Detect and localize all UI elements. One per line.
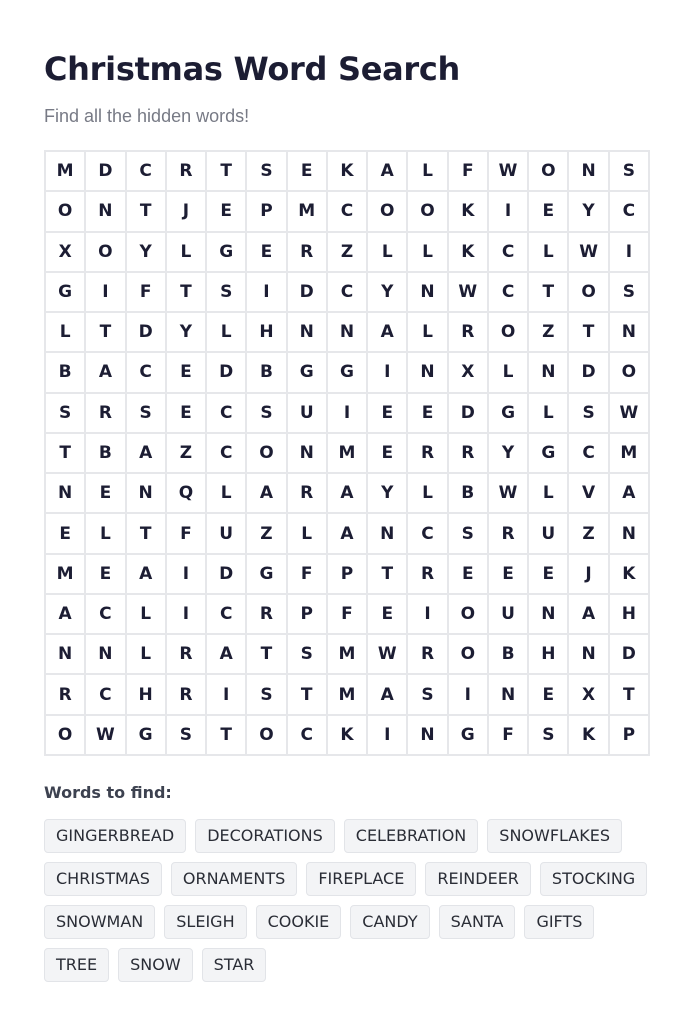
- grid-cell[interactable]: K: [610, 555, 648, 593]
- grid-cell[interactable]: K: [569, 716, 607, 754]
- grid-cell[interactable]: K: [449, 233, 487, 271]
- word-chip: GINGERBREAD: [44, 819, 186, 853]
- grid-cell[interactable]: C: [328, 192, 366, 230]
- grid-cell[interactable]: K: [328, 152, 366, 190]
- word-chip: SNOWMAN: [44, 905, 155, 939]
- grid-cell[interactable]: T: [569, 313, 607, 351]
- grid-cell[interactable]: W: [610, 394, 648, 432]
- grid-cell[interactable]: S: [167, 716, 205, 754]
- grid-cell[interactable]: P: [288, 595, 326, 633]
- grid-cell[interactable]: P: [247, 192, 285, 230]
- page-subtitle: Find all the hidden words!: [44, 106, 250, 126]
- grid-cell[interactable]: L: [207, 313, 245, 351]
- word-chip: CHRISTMAS: [44, 862, 162, 896]
- grid-cell[interactable]: H: [127, 675, 165, 713]
- word-chip: STOCKING: [540, 862, 647, 896]
- grid-cell[interactable]: G: [288, 353, 326, 391]
- grid-cell[interactable]: Y: [167, 313, 205, 351]
- grid-cell[interactable]: I: [328, 394, 366, 432]
- grid-cell[interactable]: Y: [569, 192, 607, 230]
- grid-cell[interactable]: N: [368, 514, 406, 552]
- grid-cell[interactable]: F: [449, 152, 487, 190]
- grid-cell[interactable]: H: [610, 595, 648, 633]
- grid-cell[interactable]: A: [368, 675, 406, 713]
- grid-cell[interactable]: O: [449, 635, 487, 673]
- grid-cell[interactable]: E: [368, 595, 406, 633]
- grid-cell[interactable]: C: [288, 716, 326, 754]
- grid-cell[interactable]: W: [569, 233, 607, 271]
- grid-cell[interactable]: S: [408, 675, 446, 713]
- grid-cell[interactable]: S: [529, 716, 567, 754]
- word-chip: CANDY: [350, 905, 429, 939]
- word-list-heading: Words to find:: [44, 783, 172, 802]
- grid-cell[interactable]: I: [489, 192, 527, 230]
- grid-cell[interactable]: N: [610, 313, 648, 351]
- grid-cell[interactable]: R: [247, 595, 285, 633]
- grid-cell[interactable]: N: [46, 474, 84, 512]
- word-chip: COOKIE: [256, 905, 342, 939]
- grid-cell[interactable]: F: [167, 514, 205, 552]
- grid-cell[interactable]: L: [368, 233, 406, 271]
- grid-cell[interactable]: I: [86, 273, 124, 311]
- grid-cell[interactable]: A: [127, 555, 165, 593]
- grid-cell[interactable]: P: [610, 716, 648, 754]
- grid-cell[interactable]: C: [489, 233, 527, 271]
- grid-cell[interactable]: E: [529, 555, 567, 593]
- word-chip: ORNAMENTS: [171, 862, 297, 896]
- grid-cell[interactable]: N: [569, 635, 607, 673]
- grid-cell[interactable]: B: [449, 474, 487, 512]
- grid-cell[interactable]: L: [529, 233, 567, 271]
- grid-cell[interactable]: Y: [127, 233, 165, 271]
- grid-cell[interactable]: E: [167, 394, 205, 432]
- word-chip: SNOW: [118, 948, 193, 982]
- grid-cell[interactable]: A: [328, 514, 366, 552]
- grid-cell[interactable]: A: [368, 313, 406, 351]
- grid-cell[interactable]: A: [207, 635, 245, 673]
- grid-cell[interactable]: C: [86, 675, 124, 713]
- grid-cell[interactable]: D: [288, 273, 326, 311]
- grid-cell[interactable]: K: [449, 192, 487, 230]
- grid-cell[interactable]: R: [167, 635, 205, 673]
- grid-cell[interactable]: R: [408, 635, 446, 673]
- grid-cell[interactable]: G: [127, 716, 165, 754]
- grid-cell[interactable]: E: [529, 675, 567, 713]
- grid-cell[interactable]: S: [610, 273, 648, 311]
- grid-cell[interactable]: O: [46, 192, 84, 230]
- grid-cell[interactable]: T: [529, 273, 567, 311]
- grid-cell[interactable]: S: [569, 394, 607, 432]
- grid-cell[interactable]: F: [328, 595, 366, 633]
- grid-cell[interactable]: C: [207, 434, 245, 472]
- grid-cell[interactable]: J: [167, 192, 205, 230]
- grid-cell[interactable]: E: [368, 394, 406, 432]
- grid-cell[interactable]: X: [46, 233, 84, 271]
- grid-cell[interactable]: A: [610, 474, 648, 512]
- grid-cell[interactable]: S: [288, 635, 326, 673]
- grid-cell[interactable]: G: [489, 394, 527, 432]
- grid-cell[interactable]: T: [288, 675, 326, 713]
- grid-cell[interactable]: E: [86, 555, 124, 593]
- grid-cell[interactable]: O: [489, 313, 527, 351]
- grid-cell[interactable]: C: [489, 273, 527, 311]
- grid-cell[interactable]: E: [489, 555, 527, 593]
- grid-cell[interactable]: F: [489, 716, 527, 754]
- grid-cell[interactable]: O: [46, 716, 84, 754]
- grid-cell[interactable]: T: [247, 635, 285, 673]
- grid-cell[interactable]: Z: [569, 514, 607, 552]
- grid-cell[interactable]: S: [46, 394, 84, 432]
- grid-cell[interactable]: B: [247, 353, 285, 391]
- grid-cell[interactable]: R: [167, 675, 205, 713]
- grid-cell[interactable]: W: [489, 474, 527, 512]
- grid-cell[interactable]: T: [368, 555, 406, 593]
- grid-cell[interactable]: L: [86, 514, 124, 552]
- grid-cell[interactable]: C: [207, 595, 245, 633]
- word-list: [44, 819, 650, 982]
- grid-cell[interactable]: I: [247, 273, 285, 311]
- grid-cell[interactable]: T: [610, 675, 648, 713]
- word-chip: FIREPLACE: [306, 862, 416, 896]
- grid-cell[interactable]: E: [368, 434, 406, 472]
- grid-cell[interactable]: Z: [167, 434, 205, 472]
- grid-cell[interactable]: I: [610, 233, 648, 271]
- grid-cell[interactable]: G: [247, 555, 285, 593]
- grid-cell[interactable]: B: [46, 353, 84, 391]
- grid-cell[interactable]: A: [368, 152, 406, 190]
- grid-cell[interactable]: Q: [167, 474, 205, 512]
- grid-cell[interactable]: P: [328, 555, 366, 593]
- grid-cell[interactable]: L: [127, 635, 165, 673]
- grid-cell[interactable]: T: [167, 273, 205, 311]
- grid-cell[interactable]: N: [569, 152, 607, 190]
- grid-cell[interactable]: N: [610, 514, 648, 552]
- grid-cell[interactable]: N: [328, 313, 366, 351]
- grid-cell[interactable]: I: [207, 675, 245, 713]
- grid-cell[interactable]: A: [328, 474, 366, 512]
- word-search-board: [44, 150, 650, 756]
- grid-cell[interactable]: K: [328, 716, 366, 754]
- grid-cell[interactable]: H: [529, 635, 567, 673]
- grid-cell[interactable]: W: [368, 635, 406, 673]
- grid-cell[interactable]: L: [529, 474, 567, 512]
- grid-cell[interactable]: L: [46, 313, 84, 351]
- grid-cell[interactable]: F: [127, 273, 165, 311]
- word-chip: STAR: [202, 948, 267, 982]
- word-chip: SLEIGH: [164, 905, 246, 939]
- grid-cell[interactable]: N: [288, 313, 326, 351]
- word-chip: CELEBRATION: [344, 819, 479, 853]
- grid-cell[interactable]: G: [449, 716, 487, 754]
- grid-cell[interactable]: M: [46, 555, 84, 593]
- grid-cell[interactable]: T: [207, 152, 245, 190]
- grid-cell[interactable]: S: [247, 152, 285, 190]
- grid-cell[interactable]: L: [408, 152, 446, 190]
- grid-cell[interactable]: R: [86, 394, 124, 432]
- grid-cell[interactable]: I: [368, 716, 406, 754]
- grid-cell[interactable]: S: [127, 394, 165, 432]
- grid-cell[interactable]: O: [86, 233, 124, 271]
- grid-cell[interactable]: L: [207, 474, 245, 512]
- grid-cell[interactable]: A: [127, 434, 165, 472]
- grid-cell[interactable]: N: [46, 635, 84, 673]
- grid-cell[interactable]: L: [529, 394, 567, 432]
- grid-cell[interactable]: Y: [368, 474, 406, 512]
- grid-cell[interactable]: Z: [247, 514, 285, 552]
- word-search-page: [44, 44, 650, 982]
- grid-cell[interactable]: S: [610, 152, 648, 190]
- grid-cell[interactable]: N: [529, 353, 567, 391]
- grid-cell[interactable]: R: [449, 434, 487, 472]
- grid-cell[interactable]: R: [449, 313, 487, 351]
- grid-cell[interactable]: E: [449, 555, 487, 593]
- grid-cell[interactable]: D: [127, 313, 165, 351]
- grid-cell[interactable]: N: [489, 675, 527, 713]
- grid-cell[interactable]: C: [408, 514, 446, 552]
- grid-cell[interactable]: E: [207, 192, 245, 230]
- grid-cell[interactable]: L: [408, 313, 446, 351]
- grid-cell[interactable]: D: [207, 353, 245, 391]
- grid-cell[interactable]: F: [288, 555, 326, 593]
- word-chip: DECORATIONS: [195, 819, 335, 853]
- grid-cell[interactable]: A: [569, 595, 607, 633]
- grid-cell[interactable]: E: [247, 233, 285, 271]
- grid-cell[interactable]: G: [46, 273, 84, 311]
- grid-cell[interactable]: N: [408, 273, 446, 311]
- grid-cell[interactable]: J: [569, 555, 607, 593]
- grid-cell[interactable]: S: [449, 514, 487, 552]
- grid-cell[interactable]: N: [288, 434, 326, 472]
- grid-cell[interactable]: U: [207, 514, 245, 552]
- grid-cell[interactable]: G: [207, 233, 245, 271]
- grid-cell[interactable]: M: [328, 635, 366, 673]
- grid-cell[interactable]: W: [449, 273, 487, 311]
- word-chip: REINDEER: [425, 862, 531, 896]
- grid-cell[interactable]: E: [408, 394, 446, 432]
- grid-cell[interactable]: L: [489, 353, 527, 391]
- grid-cell[interactable]: O: [569, 273, 607, 311]
- grid-cell[interactable]: C: [610, 192, 648, 230]
- grid-cell[interactable]: M: [328, 434, 366, 472]
- grid-cell[interactable]: H: [247, 313, 285, 351]
- grid-cell[interactable]: Y: [368, 273, 406, 311]
- grid-cell[interactable]: N: [408, 353, 446, 391]
- grid-cell[interactable]: T: [207, 716, 245, 754]
- grid-cell[interactable]: R: [167, 152, 205, 190]
- grid-cell[interactable]: O: [449, 595, 487, 633]
- grid-cell[interactable]: Z: [328, 233, 366, 271]
- grid-cell[interactable]: M: [46, 152, 84, 190]
- grid-cell[interactable]: W: [86, 716, 124, 754]
- grid-cell[interactable]: G: [529, 434, 567, 472]
- grid-cell[interactable]: N: [529, 595, 567, 633]
- grid-cell[interactable]: I: [167, 555, 205, 593]
- grid-cell[interactable]: E: [46, 514, 84, 552]
- grid-cell[interactable]: T: [127, 192, 165, 230]
- grid-cell[interactable]: L: [408, 474, 446, 512]
- grid-cell[interactable]: A: [247, 474, 285, 512]
- grid-cell[interactable]: I: [408, 595, 446, 633]
- grid-cell[interactable]: O: [408, 192, 446, 230]
- grid-cell[interactable]: U: [529, 514, 567, 552]
- grid-cell[interactable]: L: [408, 233, 446, 271]
- grid-cell[interactable]: O: [610, 353, 648, 391]
- grid-cell[interactable]: N: [86, 192, 124, 230]
- word-chip: SNOWFLAKES: [487, 819, 622, 853]
- grid-cell[interactable]: M: [328, 675, 366, 713]
- grid-cell[interactable]: D: [569, 353, 607, 391]
- grid-cell[interactable]: D: [207, 555, 245, 593]
- grid-cell[interactable]: X: [569, 675, 607, 713]
- grid-cell[interactable]: R: [46, 675, 84, 713]
- grid-cell[interactable]: L: [167, 233, 205, 271]
- grid-cell[interactable]: L: [127, 595, 165, 633]
- grid-cell[interactable]: R: [408, 555, 446, 593]
- grid-cell[interactable]: O: [368, 192, 406, 230]
- grid-cell[interactable]: S: [247, 394, 285, 432]
- word-chip: SANTA: [439, 905, 516, 939]
- grid-cell[interactable]: I: [449, 675, 487, 713]
- grid-cell[interactable]: I: [167, 595, 205, 633]
- grid-cell[interactable]: E: [529, 192, 567, 230]
- grid-cell[interactable]: C: [569, 434, 607, 472]
- grid-cell[interactable]: C: [86, 595, 124, 633]
- grid-cell[interactable]: U: [288, 394, 326, 432]
- word-chip: TREE: [44, 948, 109, 982]
- grid-cell[interactable]: G: [328, 353, 366, 391]
- grid-cell[interactable]: M: [288, 192, 326, 230]
- grid-cell[interactable]: N: [127, 474, 165, 512]
- grid-cell[interactable]: X: [449, 353, 487, 391]
- grid-cell[interactable]: B: [86, 434, 124, 472]
- grid-cell[interactable]: A: [86, 353, 124, 391]
- grid-cell[interactable]: R: [408, 434, 446, 472]
- grid-cell[interactable]: D: [86, 152, 124, 190]
- grid-cell[interactable]: L: [288, 514, 326, 552]
- grid-cell[interactable]: N: [86, 635, 124, 673]
- grid-cell[interactable]: C: [127, 152, 165, 190]
- grid-cell[interactable]: O: [247, 716, 285, 754]
- grid-cell[interactable]: D: [449, 394, 487, 432]
- grid-cell[interactable]: D: [610, 635, 648, 673]
- grid-cell[interactable]: S: [207, 273, 245, 311]
- grid-cell[interactable]: I: [368, 353, 406, 391]
- grid-cell[interactable]: S: [247, 675, 285, 713]
- grid-cell[interactable]: E: [288, 152, 326, 190]
- grid-cell[interactable]: M: [610, 434, 648, 472]
- grid-cell[interactable]: E: [86, 474, 124, 512]
- grid-cell[interactable]: Z: [529, 313, 567, 351]
- grid-cell[interactable]: O: [247, 434, 285, 472]
- page-title: Christmas Word Search: [44, 50, 461, 88]
- grid-cell[interactable]: R: [489, 514, 527, 552]
- letter-grid: [46, 152, 648, 754]
- grid-cell[interactable]: N: [408, 716, 446, 754]
- grid-cell[interactable]: O: [529, 152, 567, 190]
- grid-cell[interactable]: Y: [489, 434, 527, 472]
- grid-cell[interactable]: B: [489, 635, 527, 673]
- grid-cell[interactable]: V: [569, 474, 607, 512]
- grid-cell[interactable]: T: [127, 514, 165, 552]
- grid-cell[interactable]: C: [127, 353, 165, 391]
- grid-cell[interactable]: C: [207, 394, 245, 432]
- grid-cell[interactable]: T: [86, 313, 124, 351]
- grid-cell[interactable]: C: [328, 273, 366, 311]
- grid-cell[interactable]: A: [46, 595, 84, 633]
- grid-cell[interactable]: U: [489, 595, 527, 633]
- word-chip: GIFTS: [524, 905, 594, 939]
- grid-cell[interactable]: W: [489, 152, 527, 190]
- grid-cell[interactable]: T: [46, 434, 84, 472]
- grid-cell[interactable]: R: [288, 474, 326, 512]
- grid-cell[interactable]: E: [167, 353, 205, 391]
- grid-cell[interactable]: R: [288, 233, 326, 271]
